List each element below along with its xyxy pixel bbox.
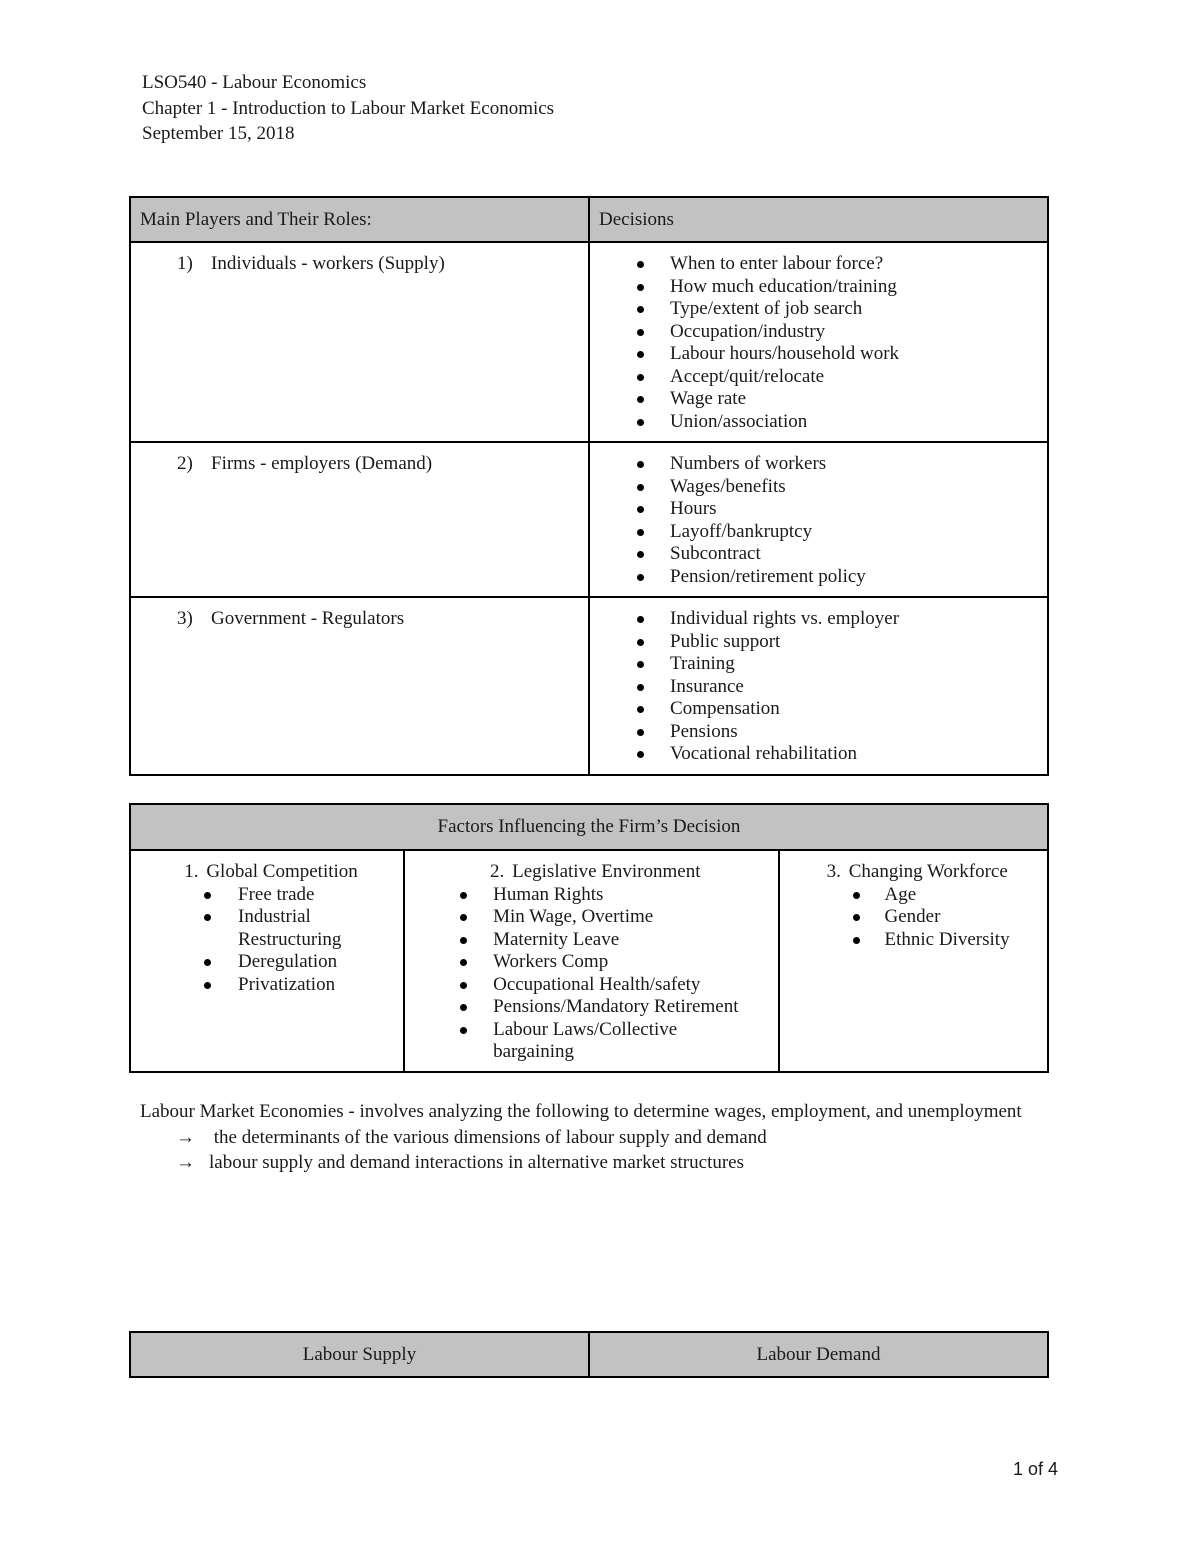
factor-number: 3. <box>826 861 841 882</box>
player-cell <box>130 242 589 442</box>
players-header: Main Players and Their Roles: <box>130 197 589 242</box>
list-item: Workers Comp <box>405 951 777 974</box>
labour-market-paragraph <box>140 1099 1022 1176</box>
list-item: Ethnic Diversity <box>780 929 1047 952</box>
list-item: Gender <box>780 906 1047 929</box>
document-header <box>142 70 554 147</box>
factor-column-global-competition <box>130 850 404 1072</box>
factor-title: Global Competition <box>206 861 358 882</box>
list-item: Pension/retirement policy <box>590 566 1047 589</box>
list-item: Min Wage, Overtime <box>405 906 777 929</box>
player-cell <box>130 442 589 597</box>
arrow-item-text: labour supply and demand interactions in alternative market structures <box>209 1152 744 1173</box>
list-item-continuation: Restructuring <box>238 928 342 950</box>
list-item: Layoff/bankruptcy <box>590 521 1047 544</box>
list-item: Pensions/Mandatory Retirement <box>405 996 777 1019</box>
labour-supply-header: Labour Supply <box>130 1332 589 1377</box>
players-table <box>129 196 1049 776</box>
list-item: Occupational Health/safety <box>405 974 777 997</box>
supply-demand-table <box>129 1331 1049 1378</box>
list-item: Wage rate <box>590 388 1047 411</box>
list-item: Type/extent of job search <box>590 298 1047 321</box>
player-label: Government - Regulators <box>211 608 405 629</box>
factor-number: 2. <box>489 861 505 882</box>
factor-column-changing-workforce <box>779 850 1048 1072</box>
list-item: Deregulation <box>131 951 403 974</box>
factor-title: Legislative Environment <box>512 861 701 882</box>
table-row <box>130 442 1048 597</box>
player-cell <box>130 597 589 775</box>
decisions-cell <box>589 242 1048 442</box>
list-item: Accept/quit/relocate <box>590 366 1047 389</box>
list-item: Insurance <box>590 676 1047 699</box>
labour-demand-header: Labour Demand <box>589 1332 1048 1377</box>
table-row <box>130 242 1048 442</box>
list-item: Compensation <box>590 698 1047 721</box>
arrow-icon: → <box>176 1152 195 1173</box>
list-item: Vocational rehabilitation <box>590 743 1047 766</box>
player-label: Individuals - workers (Supply) <box>211 253 445 274</box>
list-item: Training <box>590 653 1047 676</box>
list-item: Pensions <box>590 721 1047 744</box>
document-date: September 15, 2018 <box>142 123 295 144</box>
player-number: 1) <box>177 253 193 274</box>
list-item: Public support <box>590 631 1047 654</box>
factor-title: Changing Workforce <box>848 861 1008 882</box>
list-item: How much education/training <box>590 276 1047 299</box>
list-item-continuation: bargaining <box>493 1041 575 1062</box>
factors-table <box>129 803 1049 1073</box>
list-item: Labour Laws/Collective <box>405 1019 777 1042</box>
list-item: Wages/benefits <box>590 476 1047 499</box>
list-item: Hours <box>590 498 1047 521</box>
list-item: Age <box>780 884 1047 907</box>
decisions-cell <box>589 442 1048 597</box>
list-item: Industrial <box>131 906 403 929</box>
list-item: Maternity Leave <box>405 929 777 952</box>
list-item: Human Rights <box>405 884 777 907</box>
factors-header: Factors Influencing the Firm’s Decision <box>130 804 1048 850</box>
list-item: Subcontract <box>590 543 1047 566</box>
page-number: 1 of 4 <box>1012 1459 1058 1479</box>
chapter-title: Chapter 1 - Introduction to Labour Market Economics <box>142 97 555 119</box>
player-number: 3) <box>177 608 193 629</box>
list-item: Occupation/industry <box>590 321 1047 344</box>
factor-column-legislative-environment <box>404 850 778 1072</box>
list-item: Labour hours/household work <box>590 343 1047 366</box>
arrow-item-text: the determinants of the various dimensions of labour supply and demand <box>209 1126 767 1148</box>
list-item: When to enter labour force? <box>590 253 1047 276</box>
list-item: Individual rights vs. employer <box>590 608 1047 631</box>
course-title: LSO540 - Labour Economics <box>142 72 367 93</box>
paragraph-intro: Labour Market Economies - involves analyzing the following to determine wages, employment, and unemployment <box>140 1101 1022 1122</box>
list-item: Numbers of workers <box>590 453 1047 476</box>
list-item: Privatization <box>131 974 403 997</box>
list-item: Union/association <box>590 411 1047 434</box>
list-item <box>140 1125 1022 1151</box>
player-number: 2) <box>177 453 193 474</box>
table-row <box>130 597 1048 775</box>
list-item: Free trade <box>131 884 403 907</box>
arrow-icon: → <box>176 1126 195 1148</box>
decisions-header: Decisions <box>589 197 1048 242</box>
factor-number: 1. <box>184 861 199 882</box>
decisions-cell <box>589 597 1048 775</box>
player-label: Firms - employers (Demand) <box>211 453 433 474</box>
list-item <box>140 1150 1022 1176</box>
